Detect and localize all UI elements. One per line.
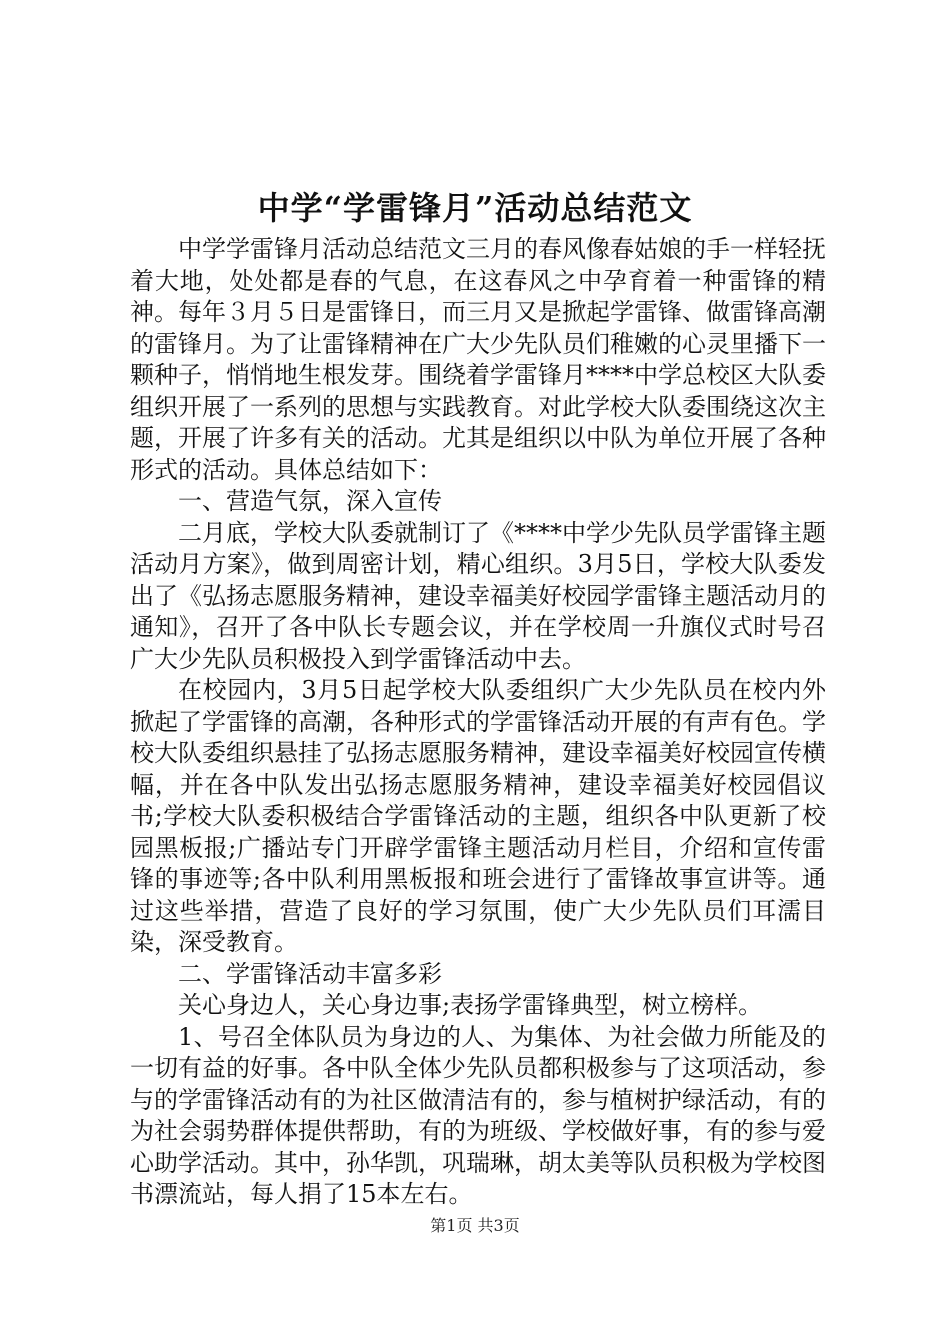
- subheading-care: 关心身边人，关心身边事;表扬学雷锋典型，树立榜样。: [178, 991, 763, 1019]
- section-heading-2: 二、学雷锋活动丰富多彩: [178, 959, 442, 988]
- paragraph-campus: 在校园内，3月5日起学校大队委组织广大少先队员在校内外掀起了学雷锋的高潮，各种形式的学雷锋活动开展的有声有色。学校大队委组织悬挂了弘扬志愿服务精神，建设幸福美好校园宣传横幅，并在各中队发出弘扬志愿服务精神，建设幸福美好校园倡议书;学校大队委积极结合学雷锋活动的主题，组织各中队更新了校园黑板报;广播站专门开辟学雷锋主题活动月栏目，介绍和宣传雷锋的事迹等;各中队利用黑板报和班会进行了雷锋故事宣讲等。通过这些举措，营造了良好的学习氛围，使广大少先队员们耳濡目染，深受教育。: [130, 676, 826, 956]
- page-footer: 第1页 共3页: [430, 1216, 520, 1235]
- section-heading-1: 一、营造气氛，深入宣传: [178, 487, 442, 515]
- paragraph-plan: 二月底，学校大队委就制订了《****中学少先队员学雷锋主题活动月方案》，做到周密计划，精心组织。3月5日，学校大队委发出了《弘扬志愿服务精神，建设幸福美好校园学雷锋主题活动月的通知》，召开了各中队长专题会议，并在学校周一升旗仪式时号召广大少先队员积极投入到学雷锋活动中去。: [130, 518, 826, 673]
- document-title: 中学“学雷锋月”活动总结范文: [257, 189, 693, 227]
- paragraph-item-1: 1、号召全体队员为身边的人、为集体、为社会做力所能及的一切有益的好事。各中队全体少先队员都积极参与了这项活动，参与的学雷锋活动有的为社区做清洁有的，参与植树护绿活动，有的为社会弱势群体提供帮助，有的为班级、学校做好事，有的参与爱心助学活动。其中，孙华凯，巩瑞琳，胡太美等队员积极为学校图书漂流站，每人捐了15本左右。: [130, 1022, 826, 1208]
- paragraph-intro: 中学学雷锋月活动总结范文三月的春风像春姑娘的手一样轻抚着大地，处处都是春的气息，在这春风之中孕育着一种雷锋的精神。每年３月５日是雷锋日，而三月又是掀起学雷锋、做雷锋高潮的雷锋月。为了让雷锋精神在广大少先队员们稚嫩的心灵里播下一颗种子，悄悄地生根发芽。围绕着学雷锋月****中学总校区大队委组织开展了一系列的思想与实践教育。对此学校大队委围绕这次主题，开展了许多有关的活动。尤其是组织以中队为单位开展了各种形式的活动。具体总结如下：: [130, 235, 826, 484]
- document-body: [130, 234, 826, 1211]
